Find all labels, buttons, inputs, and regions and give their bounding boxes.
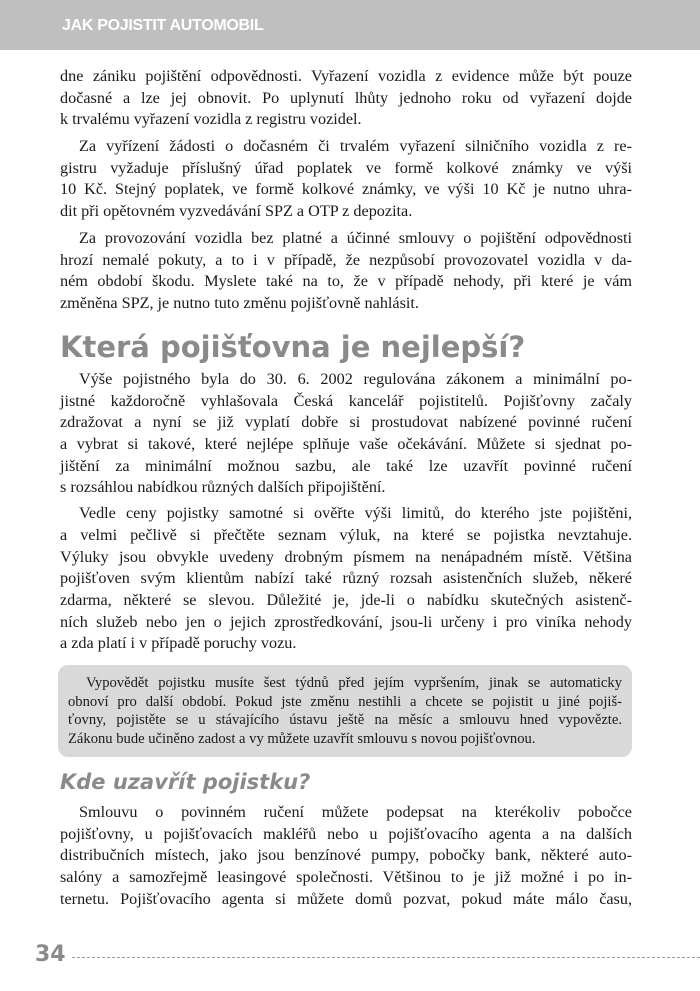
text-line: Za provozování vozidla bez platné a účinné smlouvy o pojištění odpovědnosti [79,228,632,247]
paragraph [60,66,632,131]
text-line: hrozí nemalé pokuty, a to i v případě, že nezpůsobí provozovatel vozidla v da- [60,250,632,269]
paragraph [60,503,632,655]
page-number: 34 [35,942,66,967]
paragraph [60,136,632,223]
text-line: s rozsáhlou nabídkou různých dalších připojištění. [60,478,386,497]
text-line: a zda platí i v případě poruchy vozu. [60,634,297,653]
text-line: Smlouvu o povinném ručení můžete podepsat na kterékoliv pobočce [79,803,632,821]
subsection-text [60,802,632,910]
paragraph [68,674,622,749]
text-line: ťovny, pojistěte se u stávajícího ústavu ještě na měsíc a smlouvu hned vypovězte. [68,712,622,729]
text-line: ternetu. Pojišťovacího agenta si můžete domů pozvat, pokud máte málo času, [60,889,632,908]
text-line: 10 Kč. Stejný poplatek, ve formě kolkové známky, ve výši 10 Kč je nutno uhra- [60,180,632,199]
text-line: obnoví pro další období. Pokud jste změnu nestihli a chcete se pojistit u jiné pojiš- [68,693,622,710]
text-line: zdražovat a nyní se již vyplatí dobře si prostudovat nabízené povinné ručení [60,413,632,432]
text-line: Za vyřízení žádosti o dočasném či trvalém vyřazení silničního vozidla z re- [79,137,632,156]
note-box [58,665,632,757]
text-line: dočasné a lze jej obnovit. Po uplynutí lhůty jednoho roku od vyřazení dojde [60,88,632,107]
text-line: jistné každoročně vyhlašovala Česká kancelář pojistitelů. Pojišťovny začaly [60,391,632,410]
running-header [0,0,700,50]
text-line: Vedle ceny pojistky samotné si ověřte výši limitů, do kterého jste pojištěni, [79,504,632,523]
note-text [68,674,622,749]
paragraph [60,369,632,499]
text-line: dit při opětovném vyzvedávání SPZ a OTP z depozita. [60,202,413,221]
paragraph [60,228,632,315]
text-line: Vypovědět pojistku musíte šest týdnů před jejím vypršením, jinak se automaticky [86,675,622,691]
text-line: zdarma, některé se slevou. Důležité je, jde-li o nabídku skutečných asistenč- [60,590,632,609]
text-line: Výše pojistného byla do 30. 6. 2002 regulována zákonem a minimální po- [79,370,632,388]
text-line: Výluky jsou obvykle uvedeny drobným písmem na nenápadném místě. Většina [60,547,632,566]
footer-dashed-rule [72,957,700,958]
text-line: pojišťoven svým klientům nabízí také různý rozsah asistenčních služeb, někeré [60,569,632,588]
subsection-heading: Kde uzavřít pojistku? [60,770,311,794]
text-line: pojišťovny, u pojišťovacích makléřů nebo u pojišťovacího agenta a na dalších [60,824,632,843]
text-line: jištění za minimální možnou sazbu, ale také lze uzavřít povinné ručení [60,456,632,475]
text-line: dne zániku pojištění odpovědnosti. Vyřazení vozidla z evidence může být pouze [60,67,632,85]
text-line: změněna SPZ, je nutno tuto změnu pojišťovně nahlásit. [60,293,419,312]
section-text [60,369,632,655]
text-line: k trvalému vyřazení vozidla z registru vozidel. [60,110,362,129]
paragraph [60,802,632,910]
text-line: gistru vyžaduje příslušný úřad poplatek ve formě kolkové známky ve výši [60,158,632,177]
text-line: a vybrat si takové, které nejlépe splňuje vaše očekávání. Můžete si sjednat po- [60,435,632,454]
text-line: ném období škodu. Myslete také na to, že v případě nehody, při které je vám [60,272,632,291]
text-line: Zákonu bude učiněno zadost a vy můžete uzavřít smlouvu s novou pojišťovnou. [68,731,536,748]
text-line: a velmi pečlivě si přečtěte seznam výluk, na které se pojistka nevztahuje. [60,525,632,544]
section-heading: Která pojišťovna je nejlepší? [60,330,526,364]
text-line: distribučních místech, jako jsou benzínové pumpy, pobočky bank, některé auto- [60,846,632,865]
intro-text [60,66,632,315]
text-line: ních služeb nebo jen o jejich zprostředkování, jsou-li určeny i pro viníka nehody [60,612,632,631]
chapter-title: JAK POJISTIT AUTOMOBIL [62,17,264,34]
text-line: salóny a samozřejmě leasingové společnosti. Většinou to je již možné i po in- [60,868,632,887]
